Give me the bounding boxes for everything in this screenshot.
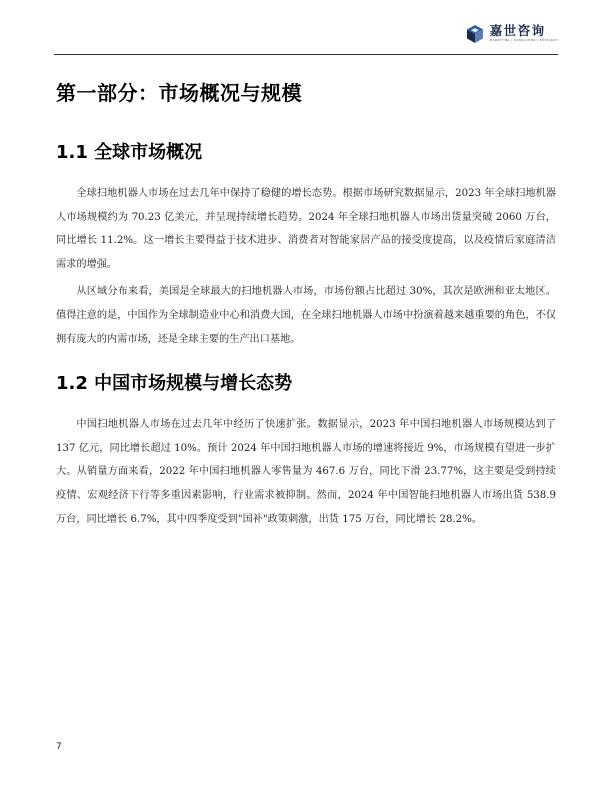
section-heading-global: 1.1 全球市场概况 — [56, 142, 203, 163]
paragraph: 全球扫地机器人市场在过去几年中保持了稳健的增长态势。根据市场研究数据显示，2023 年全球扫地机器人市场规模约为 70.23 亿美元，并呈现持续增长趋势。2024 年全球扫地机器人市场出货量突破 2060 万台，同比增长 11.2%。这一增长主要得益于技术进步、消费者对智能家居产品的接受度提高，以及疫情后家庭清洁需求的增强。 — [56, 188, 556, 270]
paragraph: 从区域分布来看，美国是全球最大的扫地机器人市场，市场份额占比超过 30%，其次是欧洲和亚太地区。值得注意的是，中国作为全球制造业中心和消费大国，在全球扫地机器人市场中扮演着越来越重要的角色，不仅拥有庞大的内需市场，还是全球主要的生产出口基地。 — [56, 286, 556, 345]
brand-name: 嘉世咨询 — [489, 23, 546, 38]
part-title: 第一部分：市场概况与规模 — [56, 81, 302, 105]
page-number: 7 — [56, 742, 62, 752]
header-divider — [54, 54, 558, 55]
cube-logo-icon — [465, 24, 485, 44]
brand-logo — [465, 24, 558, 44]
brand-tagline: MARKETING | CONSULTING | RESEARCH — [489, 38, 558, 42]
page-content — [56, 78, 556, 531]
section-heading-china: 1.2 中国市场规模与增长态势 — [56, 373, 293, 395]
page-header — [0, 0, 612, 56]
paragraph: 中国扫地机器人市场在过去几年中经历了快速扩张。数据显示，2023 年中国扫地机器人市场规模达到了 137 亿元，同比增长超过 10%。预计 2024 年中国扫地机器人市场的增速将接近 9%，市场规模有望进一步扩大。从销量方面来看，2022 年中国扫地机器人零售量为 467.6 万台，同比下滑 23.77%，这主要是受到持续疫情、宏观经济下行等多重因素影响，行业需求被抑制。然而，2024 年中国智能扫地机器人市场出货 538.9 万台，同比增长 6.7%，其中四季度受到"国补"政策刺激，出货 175 万台，同比增长 28.2%。 — [56, 419, 556, 525]
